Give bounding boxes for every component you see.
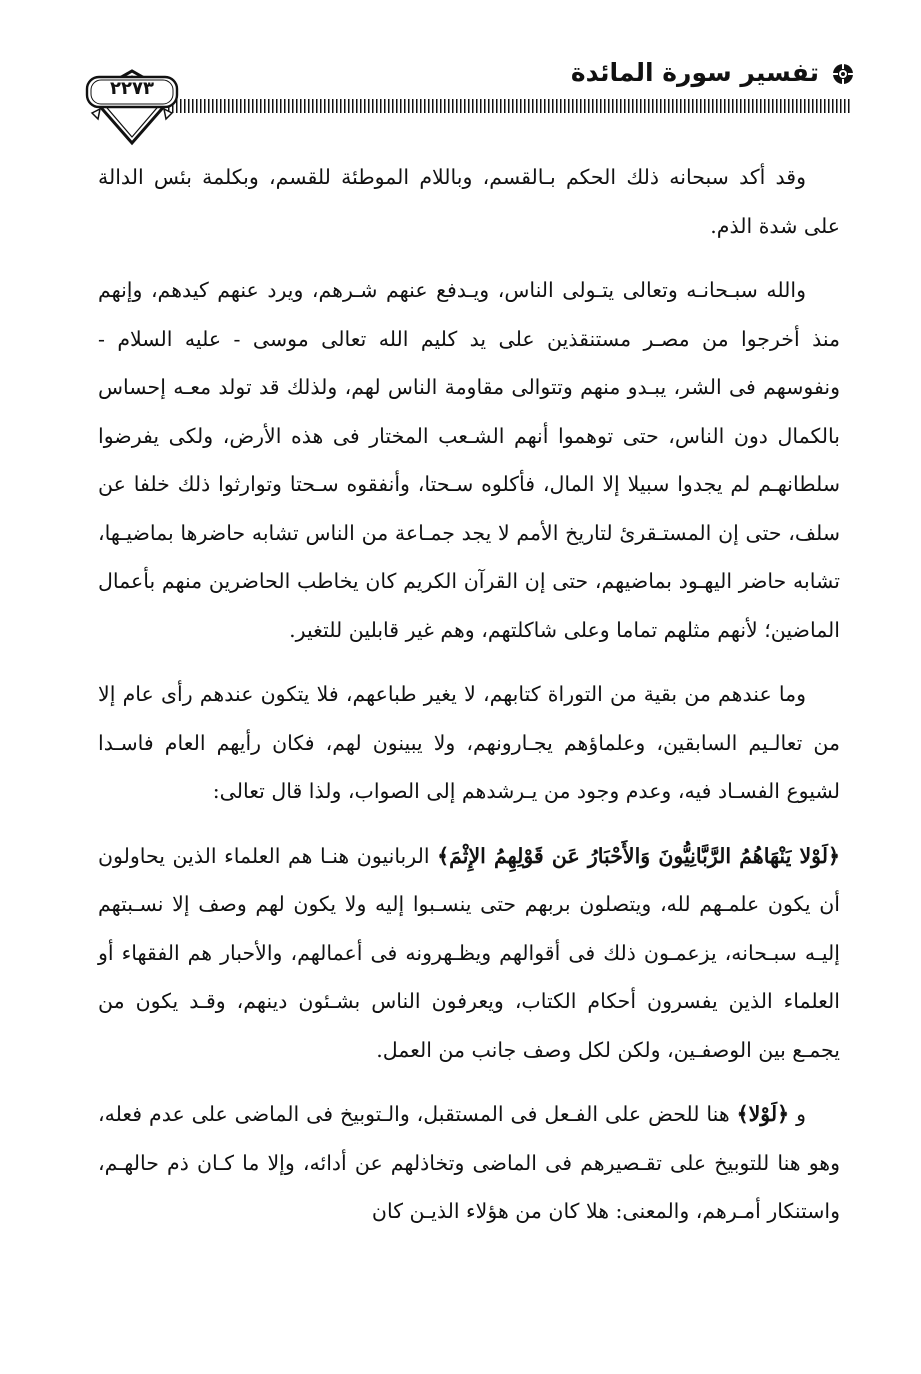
header-rule — [168, 99, 851, 113]
flower-ornament-icon — [831, 62, 855, 86]
page-number: ٢٢٧٣ — [110, 78, 154, 99]
paragraph-oath: وقد أكد سبحانه ذلك الحكم بـالقسم، وباللام الموطئة للقسم، وبكلمة بئس الدالة على شدة الذم. — [98, 165, 840, 238]
paragraph-torah: وما عندهم من بقية من التوراة كتابهم، لا يغير طباعهم، فلا يتكون عندهم رأى عام إلا من تعالـيم السابقين، وعلماؤهم يجـارونهم، ولا يبينون لهم، فكان رأيهم العام فاسـدا لشيوع الفسـاد فيه، وعدم وجود من يـرشدهم إلى الصواب، ولذا قال تعالى: — [98, 682, 840, 803]
verse-commentary: الربانيون هنـا هم العلماء الذين يحاولون أن يكون علمـهم لله، ويتصلون بربهم حتى ينسـبوا إليه ولا يكون لهم وصف إلا نسـبتهم إليـه سبـحانه، يزعمـون ذلك فى أقوالهم ويظـهرونه فى أعمالهم، والأحبار هم الفقهاء أو العلماء الذين يفسرون أحكام الكتاب، ويعرفون الناس بشـئون دينهم، وقـد يكون من يجمـع بين الوصفـين، ولكن لكل وصف جانب من العمل. — [98, 843, 840, 1062]
quran-word: ﴿لَوْلا﴾ — [736, 1102, 790, 1126]
paragraph-verse-rabbaniyun — [98, 832, 840, 1075]
page-header — [0, 0, 921, 150]
page-number-badge-icon — [84, 63, 180, 149]
paragraph-prefix: و — [789, 1102, 806, 1126]
paragraph-jews-history: والله سبـحانـه وتعالى يتـولى الناس، ويـدفع عنهم شـرهم، ويرد عنهم كيدهم، وإنهم منذ أخرجوا من مصـر مستنقذين على يد كليم الله تعالى موسى - عليه السلام - ونفوسهم فى الشر، يبـدو منهم وتتوالى مقاومة الناس لهم، ولذلك قد تولد معـه إحساس بالكمال دون الناس، حتى توهموا أنهم الشـعب المختار فى هذه الأرض، ولكى يفرضوا سلطانهـم لم يجدوا سبيلا إلا المال، فأكلوه سـحتا، وأنفقوه سـحتا وتوارثوا ذلك خلفا عن سلف، حتى إن المستـقرئ لتاريخ الأمم لا يجد جمـاعة من الناس تشابه حاضرها بماضيـها، تشابه حاضر اليهـود بماضيهم، حتى إن القرآن الكريم كان يخاطب الحاضرين منهم بأعمال الماضين؛ لأنهم مثلهم تماما وعلى شاكلتهم، وهم غير قابلين للتغير. — [98, 278, 840, 642]
main-text — [98, 153, 840, 1252]
quran-verse: ﴿لَوْلا يَنْهَاهُمُ الرَّبَّانِيُّونَ وَالأَحْبَارُ عَن قَوْلِهِمُ الإِثْمَ﴾ — [437, 843, 841, 868]
lawla-commentary: هنا للحض على الفـعل فى المستقبل، والـتوبيخ فى الماضى على عدم فعله، وهو هنا للتوبيخ على تقـصيرهم فى الماضى وتخاذلهم عن أدائه، وإلا ما كـان ذم حالهـم، واستنكار أمـرهم، والمعنى: هلا كان من هؤلاء الذيـن كان — [98, 1102, 840, 1223]
paragraph-lawla — [98, 1090, 840, 1236]
surah-title: تفسير سورة المائدة — [570, 58, 819, 87]
